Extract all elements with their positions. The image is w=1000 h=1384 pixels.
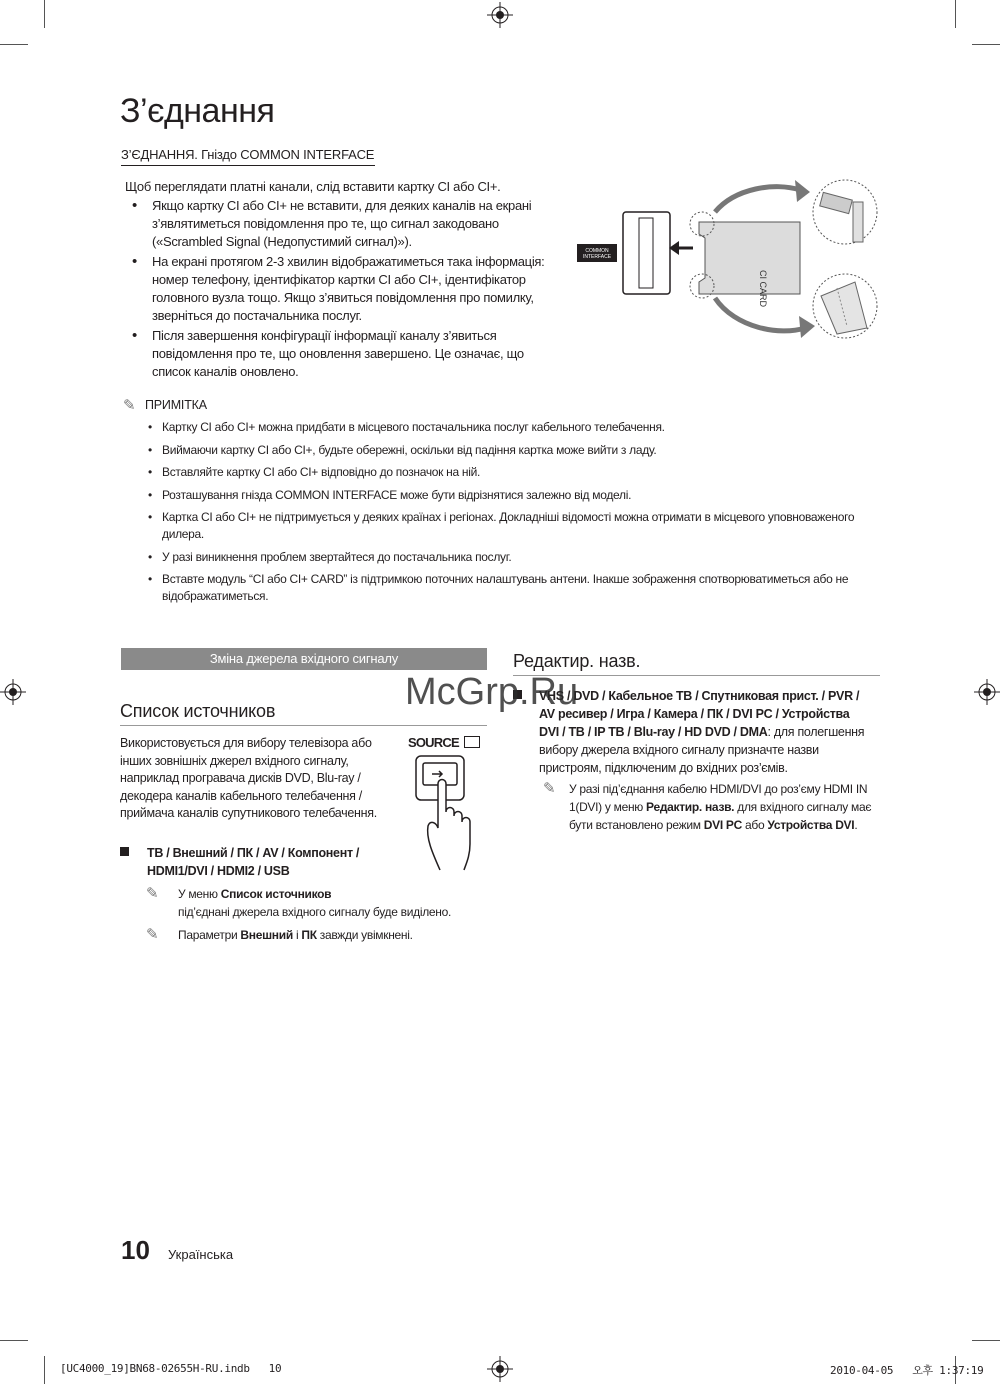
note-text: під’єднані джерела вхідного сигналу буде виділено. [178,905,452,919]
source-note-1-text [146,885,476,921]
edit-name-note [543,780,873,834]
note-pencil-icon: ✎ [146,885,159,902]
edit-name-heading: Редактир. назв. [513,651,641,671]
note-text: для вхідного сигналу має бути встановлено режим [569,800,872,832]
note-text: і [295,928,299,942]
note-bullet-list [148,419,888,611]
square-bullet-icon [120,847,129,856]
note-text: . [854,818,858,832]
note-bold-text: Устройства DVI [767,818,855,832]
source-note-2 [146,926,476,944]
list-item: • Картка CI або CI+ не підтримується у деяких країнах і регіонах. Докладніші відомості можна отримати в місцевого уповноваженого дилера. [148,509,888,543]
print-timestamp: 2010-04-05 오후 1:37:19 [830,1364,984,1377]
zoom-arrowhead-icon [799,316,815,338]
crop-mark [44,1356,45,1384]
note-text: У разі під’єднання кабелю HDMI/DVI до роз’єму HDMI IN 1(DVI) у меню [569,782,868,814]
edit-options-desc: : для полегшення [767,725,865,739]
note-pencil-icon: ✎ [123,397,136,414]
note-bold-text: ПК [301,928,317,942]
section-subheading: З’ЄДНАННЯ. Гніздо COMMON INTERFACE [121,147,375,162]
page-title: З’єднання [120,92,275,130]
zoom-arrowhead-icon [795,180,810,202]
ci-bullet-list [132,197,552,383]
list-item: • Розташування гнізда COMMON INTERFACE може бути відрізнятися залежно від моделі. [148,487,888,504]
list-item: • Якщо картку CI або CI+ не вставити, для деяких каналів на екрані з’являтиметься повідомлення про те, що сигнал закодовано («Scrambled Signal (Недопустимий сигнал)»). [132,197,552,251]
section-bar: Зміна джерела вхідного сигналу [121,648,487,670]
crop-mark [0,1340,28,1341]
ci-intro: Щоб переглядати платні канали, слід вставити картку CI або CI+. [125,179,501,194]
registration-mark-icon [0,679,26,705]
source-options [120,845,400,878]
zoom-arrow-icon [715,187,800,212]
crop-mark [955,0,956,28]
edit-name-note-text [543,780,873,834]
note-bold-text: DVI PC [703,818,742,832]
print-file-info: [UC4000_19]BN68-02655H-RU.indb 10 [60,1362,282,1375]
note-text: або [745,818,765,832]
note-bold-text: Редактир. назв. [646,800,735,814]
crop-mark [44,0,45,28]
edit-options-desc: вибору джерела вхідного сигналу призначте назви пристроям, підключеним до вхідних роз’ємів. [539,743,819,775]
source-button-caption [408,735,480,750]
note-heading-label: ПРИМІТКА [145,398,207,412]
page-language: Українська [168,1247,234,1262]
note-bold-text: Список источников [220,887,332,901]
crop-mark [0,44,28,45]
crop-mark [972,1340,1000,1341]
source-options-line: ТВ / Внешний / ПК / AV / Компонент / [147,846,360,860]
port-label-line2: INTERFACE [582,254,612,260]
note-text: завжди увімкнені. [319,928,413,942]
source-note-1 [146,885,476,921]
edit-options-line: DVI / ТВ / IP ТВ / Blu-ray / HD DVD / DMA [539,725,768,739]
heading-underline [120,725,487,726]
list-item: • Картку CI або CI+ можна придбати в місцевого постачальника послуг кабельного телебачення. [148,419,888,436]
note-pencil-icon: ✎ [543,780,556,797]
source-note-2-text [146,926,476,944]
note-heading [123,396,207,414]
note-text: Параметри [178,928,238,942]
source-options-text [147,845,397,880]
source-description: Використовується для вибору телевізора або інших зовнішніх джерел вхідного сигналу, наприклад програвача дисків DVD, Blu-ray / декодера каналів кабельного телебачення / приймача каналів супутникового телебачення. [120,736,377,820]
edit-name-options-text [539,687,884,777]
registration-mark-icon [487,1356,513,1382]
ci-card-label: CI CARD [758,270,768,308]
note-pencil-icon: ✎ [146,926,159,943]
registration-mark-icon [974,679,1000,705]
source-button-label: SOURCE [408,735,459,750]
note-bold-text: Внешний [240,928,293,942]
list-item: • Після завершення конфігурації інформації каналу з’явиться повідомлення про те, що оновлення завершено. Це означає, що список каналів оновлено. [132,327,552,381]
source-glyph-icon [464,736,480,748]
ci-card-diagram [575,178,880,378]
tv-slot [623,212,670,294]
watermark: McGrp.Ru [405,671,579,713]
source-options-line: HDMI1/DVI / HDMI2 / USB [147,863,290,878]
subheading-underline [121,165,375,166]
list-item: • У разі виникнення проблем звертайтеся до постачальника послуг. [148,549,888,566]
list-item: • Вставляйте картку CI або CI+ відповідно до позначок на ній. [148,464,888,481]
port-label-line1: COMMON [585,248,609,254]
list-item: • Виймаючи картку CI або CI+, будьте обережні, оскільки від падіння картка може вийти з ладу. [148,442,888,459]
remote-hand-illustration [410,752,495,877]
registration-mark-icon [487,2,513,28]
list-item: • Вставте модуль “CI або CI+ CARD” із підтримкою поточних налаштувань антени. Інакше зображення спотворюватиметься або не відображатиметься. [148,571,888,605]
page-number: 10 [121,1235,150,1265]
note-text: У меню [178,887,218,901]
list-item: • На екрані протягом 2-3 хвилин відображатиметься така інформація: номер телефону, ідентифікатор картки CI або CI+, ідентифікатор головного вузла тощо. Якщо з’явиться повідомлення про помилку, зверніться до постачальника послуг. [132,253,552,325]
card-edge-detail [853,202,863,242]
edit-options-line: AV ресивер / Игра / Камера / ПК / DVI PC / Устройства [539,707,850,721]
edit-options-line: VHS / DVD / Кабельное ТВ / Спутниковая прист. / PVR / [539,689,860,703]
crop-mark [972,44,1000,45]
source-list-heading: Список источников [120,701,276,721]
